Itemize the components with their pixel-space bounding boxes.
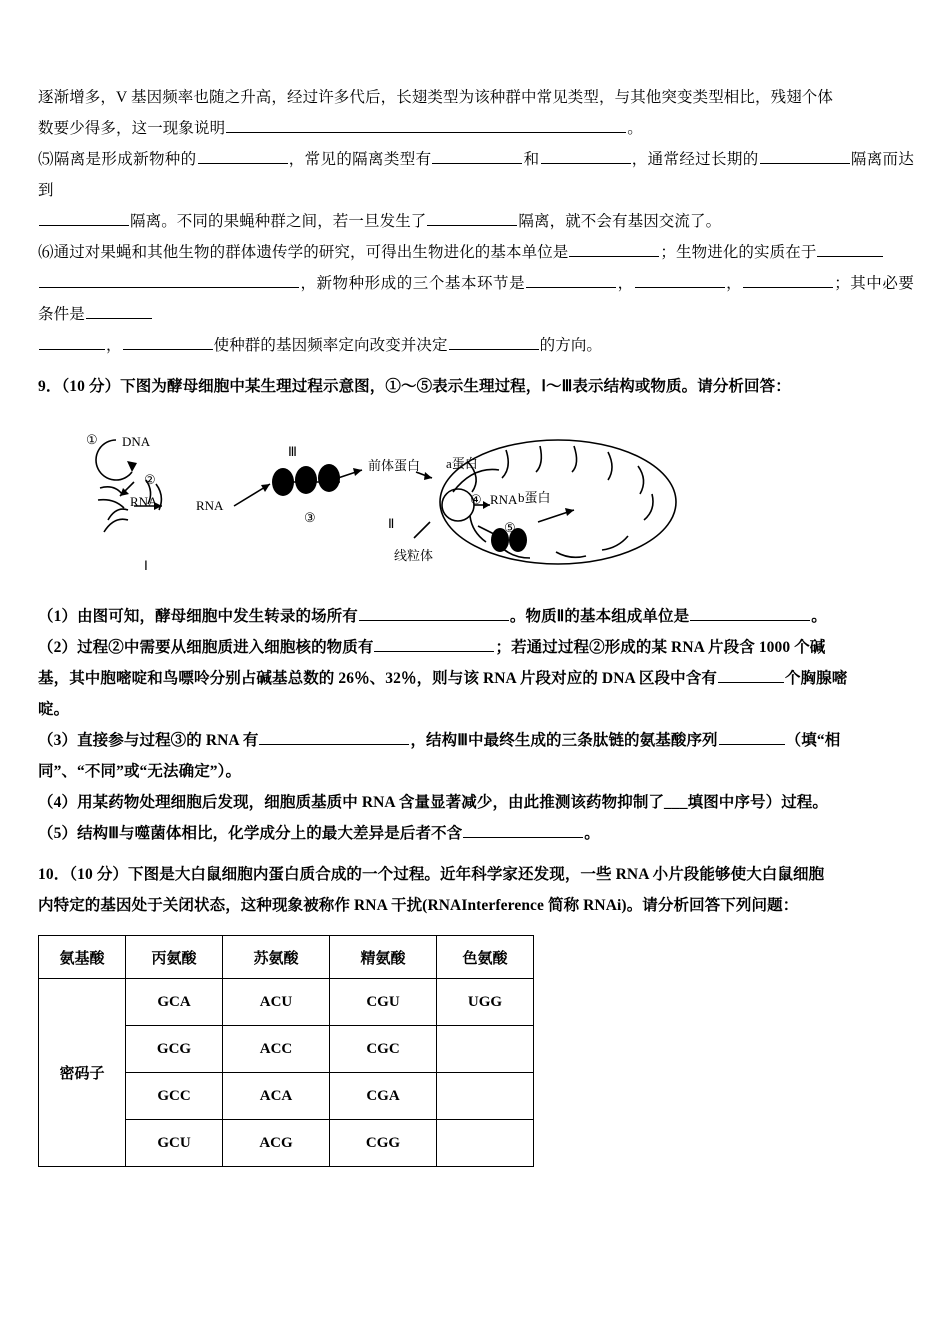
q9-sub3 [38, 725, 914, 756]
answer-blank[interactable] [359, 606, 509, 621]
q8-item6-h: 使种群的基因频率定向改变并决定 [213, 337, 448, 354]
svg-text:①: ① [86, 432, 98, 447]
table-cell: ACA [223, 1073, 330, 1120]
svg-text:RNA: RNA [490, 492, 518, 507]
answer-blank[interactable] [526, 273, 616, 288]
page-content [38, 82, 914, 1167]
q9-sub1-b: 。物质Ⅱ的基本组成单位是 [509, 608, 690, 625]
q9-sub3-a: 直接参与过程③的 RNA 有 [77, 732, 259, 749]
q9-sub4 [38, 787, 914, 818]
answer-blank[interactable] [39, 335, 105, 350]
table-cell: ACC [223, 1026, 330, 1073]
table-cell: GCG [126, 1026, 223, 1073]
q8-item5-cont [38, 206, 914, 237]
q9-sub5-b: 。 [584, 825, 600, 842]
svg-text:前体蛋白: 前体蛋白 [368, 458, 421, 473]
answer-blank[interactable] [226, 118, 626, 133]
q8-item6-label: ⑹ [38, 244, 54, 261]
q8-item6-a: 通过对果蝇和其他生物的群体遗传学的研究，可得出生物进化的基本单位是 [53, 244, 569, 261]
q8-line1 [38, 82, 914, 113]
table-row [39, 979, 534, 1026]
q8-line1-text: 逐渐增多，V 基因频率也随之升高，经过许多代后，长翅类型为该种群中常见类型，与其他突变类型相比，残翅个体 [38, 89, 833, 106]
q9-sub2-d: 个胸腺嘧 [784, 670, 848, 687]
answer-blank[interactable] [427, 211, 517, 226]
q8-item5-label: ⑸ [38, 151, 54, 168]
table-cell: CGA [330, 1073, 437, 1120]
table-header-cell: 丙氨酸 [126, 936, 223, 979]
answer-blank[interactable] [449, 335, 539, 350]
table-cell: CGC [330, 1026, 437, 1073]
table-cell: GCA [126, 979, 223, 1026]
svg-text:Ⅲ: Ⅲ [288, 444, 297, 459]
q9-sub3-label: （3） [38, 732, 78, 749]
answer-blank[interactable] [817, 242, 883, 257]
table-cell [437, 1026, 534, 1073]
q8-item5 [38, 144, 914, 206]
svg-text:Ⅱ: Ⅱ [388, 516, 395, 531]
q8-item5-d: ，通常经过长期的 [631, 151, 759, 168]
q9-stem-text: 9．（10 分）下图为酵母细胞中某生理过程示意图，①～⑤表示生理过程，Ⅰ～Ⅲ表示结构或物质。请分析回答： [38, 378, 791, 395]
q9-sub5-a: 结构Ⅲ与噬菌体相比，化学成分上的最大差异是后者不含 [77, 825, 463, 842]
answer-blank[interactable] [374, 637, 494, 652]
q8-item6 [38, 237, 914, 268]
q8-item6-cont1 [38, 268, 914, 330]
table-header-row [39, 936, 534, 979]
answer-blank[interactable] [432, 149, 522, 164]
q9-sub3-cont [38, 756, 914, 787]
q9-sub2-b: ；若通过过程②形成的某 RNA 片段含 1000 个碱 [495, 639, 826, 656]
q9-sub1 [38, 601, 914, 632]
answer-blank[interactable] [39, 273, 299, 288]
q9-stem [38, 371, 914, 402]
q8-item5-e: 隔离而达到 [38, 151, 914, 199]
answer-blank[interactable] [198, 149, 288, 164]
codon-table [38, 935, 534, 1167]
answer-blank[interactable] [39, 211, 129, 226]
answer-blank[interactable] [719, 730, 785, 745]
q8-line2 [38, 113, 914, 144]
q8-item6-f: ；其中必要条件是 [38, 275, 915, 323]
svg-text:Ⅰ: Ⅰ [144, 558, 148, 573]
table-cell [437, 1073, 534, 1120]
svg-text:②: ② [144, 472, 156, 487]
q9-sub2-a: 过程②中需要从细胞质进入细胞核的物质有 [77, 639, 374, 656]
answer-blank[interactable] [86, 304, 152, 319]
table-cell [437, 1120, 534, 1167]
q9-sub2-cont [38, 663, 914, 694]
q9-sub1-c: 。 [811, 608, 827, 625]
table-cell: ACG [223, 1120, 330, 1167]
table-cell: CGG [330, 1120, 437, 1167]
q9-sub1-label: （1） [38, 608, 78, 625]
table-header-cell: 氨基酸 [39, 936, 126, 979]
table-header-cell: 色氨酸 [437, 936, 534, 979]
answer-blank[interactable] [541, 149, 631, 164]
svg-text:DNA: DNA [122, 434, 151, 449]
answer-blank[interactable] [259, 730, 409, 745]
answer-blank[interactable] [718, 668, 784, 683]
figure-yeast-cell-diagram [38, 410, 914, 595]
svg-text:线粒体: 线粒体 [394, 548, 434, 563]
q9-sub2-c: 基，其中胞嘧啶和鸟嘌呤分别占碱基总数的 26％、32％，则与该 RNA 片段对应的 DNA 区段中含有 [38, 670, 717, 687]
q8-item6-cont2 [38, 330, 914, 361]
q8-item6-g: ， [106, 337, 122, 354]
q9-sub4-label: （4） [38, 794, 78, 811]
q8-item6-e: ， [725, 275, 743, 292]
q9-sub3-c: （填“相 [785, 732, 841, 749]
q8-item6-c: ，新物种形成的三个基本环节是 [300, 275, 526, 292]
q10-stem-line2-text: 内特定的基因处于关闭状态，这种现象被称作 RNA 干扰(RNAInterference 简称 RNAi)。请分析回答下列问题： [38, 897, 799, 914]
q9-sub2-label: （2） [38, 639, 78, 656]
answer-blank[interactable] [635, 273, 725, 288]
svg-text:b蛋白: b蛋白 [518, 490, 551, 505]
q9-sub2 [38, 632, 914, 663]
q8-item5-f: 隔离。不同的果蝇种群之间，若一旦发生了 [130, 213, 427, 230]
answer-blank[interactable] [760, 149, 850, 164]
q8-line2-text-a: 数要少得多，这一现象说明 [38, 120, 226, 137]
table-cell: UGG [437, 979, 534, 1026]
answer-blank[interactable] [690, 606, 810, 621]
table-header-cell: 精氨酸 [330, 936, 437, 979]
table-header-cell: 苏氨酸 [223, 936, 330, 979]
answer-blank[interactable] [463, 823, 583, 838]
q9-sub5-label: （5） [38, 825, 78, 842]
svg-text:a蛋白: a蛋白 [446, 456, 478, 471]
answer-blank[interactable] [123, 335, 213, 350]
answer-blank[interactable] [743, 273, 833, 288]
table-cell: GCU [126, 1120, 223, 1167]
q8-item5-g: 隔离，就不会有基因交流了。 [518, 213, 722, 230]
answer-blank[interactable] [569, 242, 659, 257]
q8-item5-a: 隔离是形成新物种的 [53, 151, 197, 168]
q8-item5-c: 和 [523, 151, 540, 168]
svg-text:RNA: RNA [130, 494, 158, 509]
table-cell: CGU [330, 979, 437, 1026]
q8-item6-i: 的方向。 [539, 337, 603, 354]
q9-sub3-b: ，结构Ⅲ中最终生成的三条肽链的氨基酸序列 [410, 732, 718, 749]
q8-item5-b: ，常见的隔离类型有 [288, 151, 432, 168]
q9-sub1-a: 由图可知，酵母细胞中发生转录的场所有 [77, 608, 358, 625]
q8-item6-b: ；生物进化的实质在于 [660, 244, 817, 261]
svg-text:RNA: RNA [196, 498, 224, 513]
q9-sub4-a: 用某药物处理细胞后发现，细胞质基质中 RNA 含量显著减少，由此推测该药物抑制了___填图中序号）过程。 [77, 794, 828, 811]
q9-sub5 [38, 818, 914, 849]
svg-text:⑤: ⑤ [504, 520, 516, 535]
svg-text:④: ④ [470, 492, 482, 507]
q9-sub2-cont2 [38, 694, 914, 725]
q9-sub3-d: 同”、“不同”或“无法确定”）。 [38, 763, 242, 780]
svg-text:③: ③ [304, 510, 316, 525]
q8-line2-text-b: 。 [627, 120, 643, 137]
q10-stem-line1-text: 10．（10 分）下图是大白鼠细胞内蛋白质合成的一个过程。近年科学家还发现，一些 RNA 小片段能够使大白鼠细胞 [38, 866, 825, 883]
table-cell: ACU [223, 979, 330, 1026]
table-cell: GCC [126, 1073, 223, 1120]
table-row-label: 密码子 [39, 979, 126, 1167]
q10-stem-line2 [38, 890, 914, 921]
q8-item6-d: ， [617, 275, 634, 292]
q10-stem-line1 [38, 859, 914, 890]
q9-sub2-e: 啶。 [38, 701, 70, 718]
